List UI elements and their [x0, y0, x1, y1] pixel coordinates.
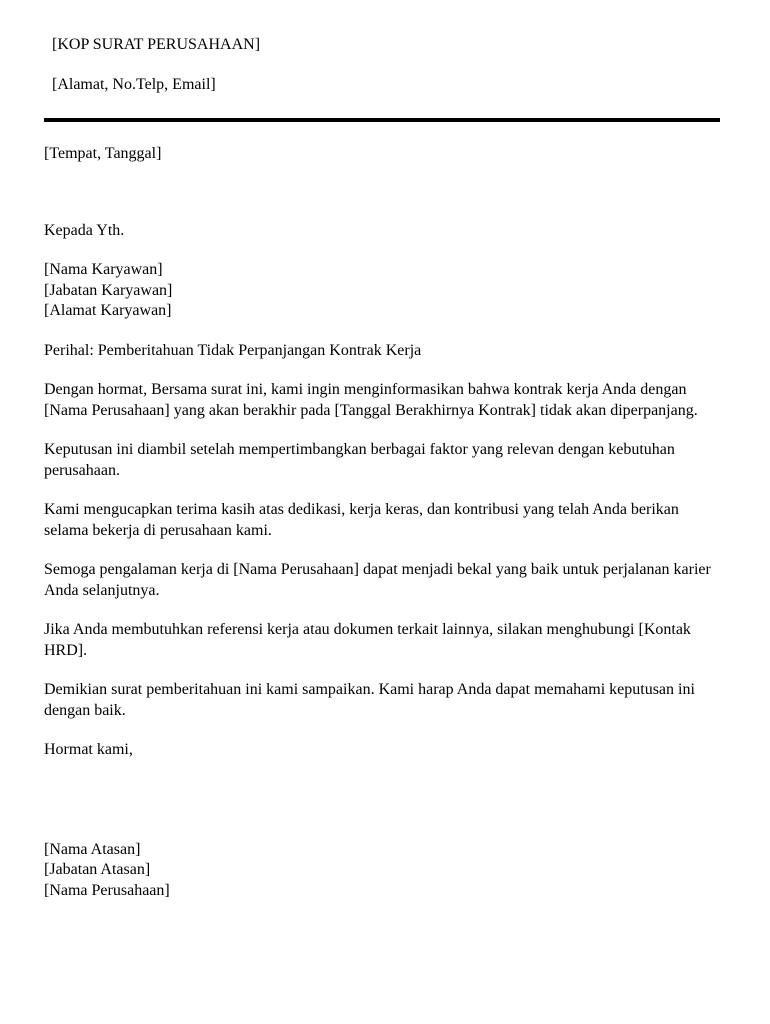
- letter-body: [44, 144, 724, 901]
- letterhead-contact: [Alamat, No.Telp, Email]: [52, 76, 216, 93]
- signer-company: [Nama Perusahaan]: [44, 881, 170, 899]
- paragraph-thanks: Kami mengucapkan terima kasih atas dedikasi, kerja keras, dan kontribusi yang telah Anda berikan selama bekerja di perusahaan kami.: [44, 501, 679, 539]
- letterhead-company: [KOP SURAT PERUSAHAAN]: [52, 36, 261, 53]
- recipient-salutation: Kepada Yth.: [44, 221, 125, 239]
- paragraph-wishes: Semoga pengalaman kerja di [Nama Perusahaan] dapat menjadi bekal yang baik untuk perjalanan karier Anda selanjutnya.: [44, 561, 711, 599]
- letter-subject: Perihal: Pemberitahuan Tidak Perpanjangan Kontrak Kerja: [44, 341, 422, 359]
- place-date: [Tempat, Tanggal]: [44, 145, 162, 162]
- signer-position: [Jabatan Atasan]: [44, 861, 151, 878]
- paragraph-contact: Jika Anda membutuhkan referensi kerja atau dokumen terkait lainnya, silakan menghubungi [Kontak HRD].: [44, 621, 691, 659]
- recipient-position: [Jabatan Karyawan]: [44, 281, 173, 299]
- paragraph-opening: Dengan hormat, Bersama surat ini, kami ingin menginformasikan bahwa kontrak kerja Anda dengan [Nama Perusahaan] yang akan berakhir pada [Tanggal Berakhirnya Kontrak] tidak akan diperpanjang.: [44, 381, 698, 419]
- closing-salutation: Hormat kami,: [44, 741, 133, 758]
- recipient-block: [44, 260, 724, 322]
- signature-block: [44, 840, 724, 902]
- paragraph-reason: Keputusan ini diambil setelah mempertimbangkan berbagai faktor yang relevan dengan kebutuhan perusahaan.: [44, 441, 675, 479]
- letterhead: [52, 34, 260, 95]
- paragraph-closing-remark: Demikian surat pemberitahuan ini kami sampaikan. Kami harap Anda dapat memahami keputusan ini dengan baik.: [44, 681, 695, 719]
- signer-name: [Nama Atasan]: [44, 840, 141, 858]
- recipient-name: [Nama Karyawan]: [44, 261, 163, 278]
- recipient-address: [Alamat Karyawan]: [44, 302, 172, 319]
- letterhead-divider: [44, 118, 720, 122]
